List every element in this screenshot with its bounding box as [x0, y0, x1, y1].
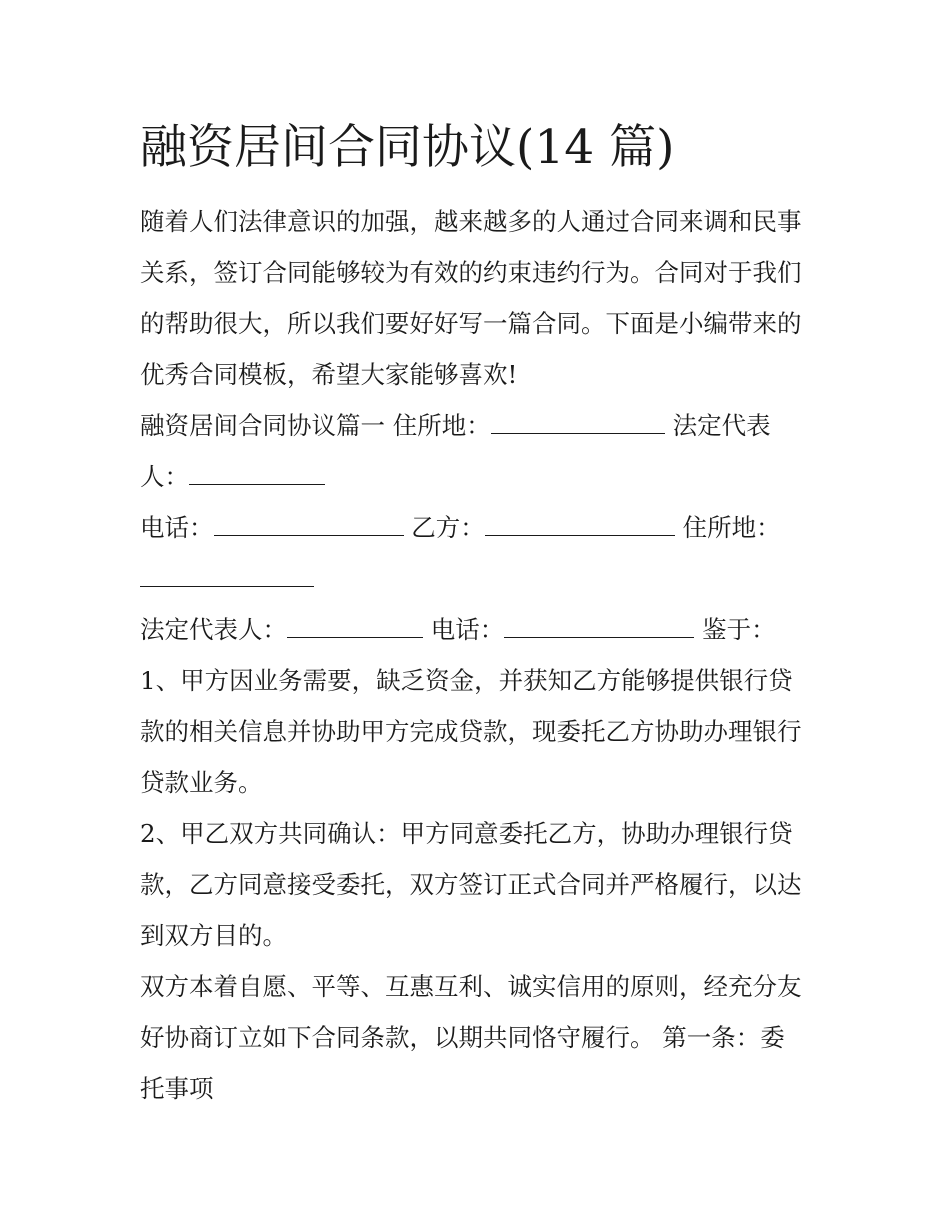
phone-blank — [214, 515, 404, 536]
address-blank-2 — [140, 566, 314, 587]
legal-rep-label: 法定代表 — [672, 411, 771, 440]
party-b-label: 乙方： — [411, 513, 485, 542]
party-a-info — [140, 400, 820, 502]
phone-blank-2 — [504, 617, 694, 638]
address-label: 住所地： — [392, 411, 491, 440]
intro-paragraph — [140, 196, 820, 400]
clause-line: 款的相关信息并协助甲方完成贷款，现委托乙方协助办理银行 — [140, 717, 802, 746]
address-blank — [491, 413, 665, 434]
clause-line: 款，乙方同意接受委托，双方签订正式合同并严格履行，以达 — [140, 870, 802, 899]
contact-info — [140, 502, 820, 604]
intro-line: 优秀合同模板，希望大家能够喜欢! — [140, 360, 518, 389]
clause-line: 双方本着自愿、平等、互惠互利、诚实信用的原则，经充分友 — [140, 972, 802, 1001]
clause-2 — [140, 808, 820, 961]
party-b-blank — [485, 515, 675, 536]
clause-1 — [140, 655, 820, 808]
clause-line: 贷款业务。 — [140, 768, 263, 797]
phone-label: 电话： — [140, 513, 214, 542]
document-body — [140, 196, 820, 1114]
party-b-info — [140, 604, 820, 655]
clause-line: 1、甲方因业务需要，缺乏资金，并获知乙方能够提供银行贷 — [140, 666, 793, 695]
intro-line: 的帮助很大，所以我们要好好写一篇合同。下面是小编带来的 — [140, 309, 802, 338]
clause-3 — [140, 961, 820, 1114]
clause-line: 到双方目的。 — [140, 921, 287, 950]
clause-line: 好协商订立如下合同条款，以期共同恪守履行。 第一条：委 — [140, 1023, 785, 1052]
legal-rep-blank-2 — [287, 617, 423, 638]
legal-rep-blank — [189, 464, 325, 485]
clause-line: 托事项 — [140, 1074, 214, 1103]
phone-label-2: 电话： — [430, 615, 505, 644]
intro-line: 随着人们法律意识的加强，越来越多的人通过合同来调和民事 — [140, 207, 802, 236]
whereas-label: 鉴于： — [702, 615, 776, 644]
clause-line: 2、甲乙双方共同确认：甲方同意委托乙方，协助办理银行贷 — [140, 819, 793, 848]
legal-rep-label-2: 法定代表人： — [140, 615, 287, 644]
intro-line: 关系，签订合同能够较为有效的约束违约行为。合同对于我们 — [140, 258, 802, 287]
legal-rep-label-cont: 人： — [140, 462, 189, 491]
section-heading: 融资居间合同协议篇一 — [140, 411, 385, 440]
document-title: 融资居间合同协议(14 篇) — [140, 120, 675, 175]
address-label-2: 住所地： — [682, 513, 781, 542]
